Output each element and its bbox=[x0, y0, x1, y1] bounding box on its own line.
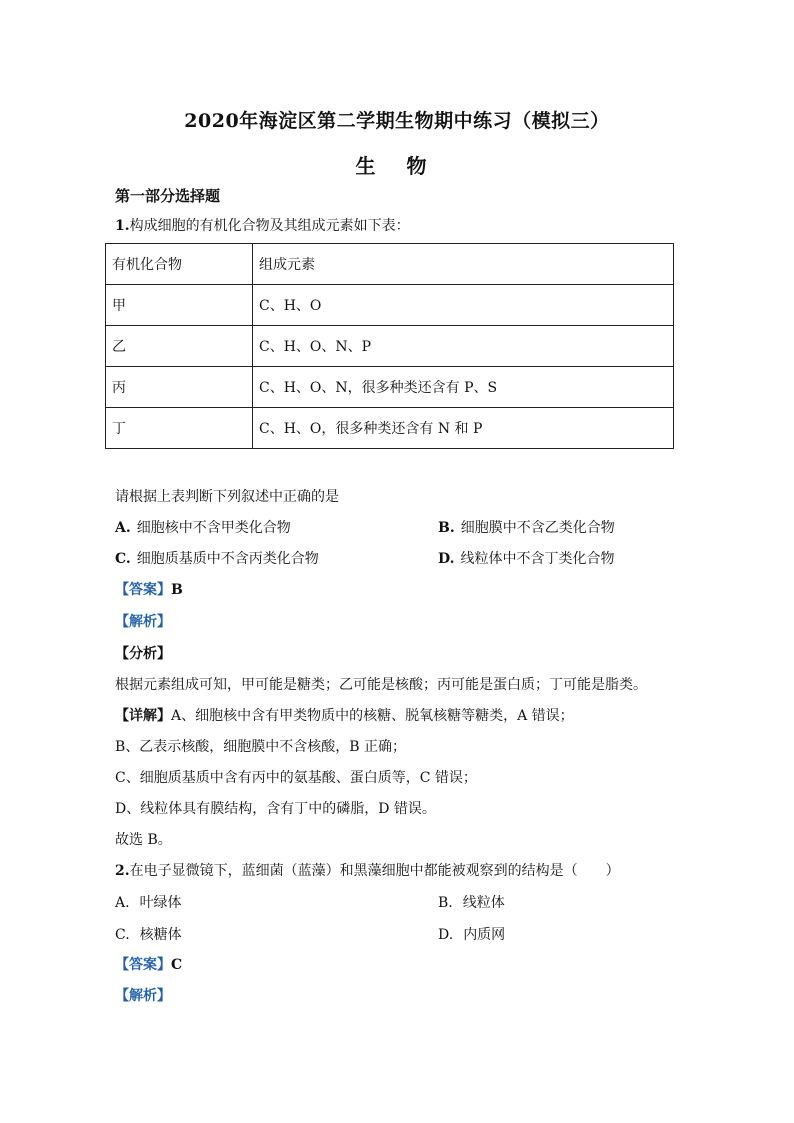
q1-stem-text: 构成细胞的有机化合物及其组成元素如下表： bbox=[129, 218, 410, 234]
q2-option-c bbox=[115, 925, 182, 945]
option-label: C. bbox=[115, 927, 130, 943]
table-cell: C、H、O、N、P bbox=[253, 326, 674, 367]
answer-tag: 【答案】 bbox=[115, 582, 171, 598]
section-heading: 第一部分选择题 bbox=[115, 187, 221, 205]
q2-stem-text: 在电子显微镜下，蓝细菌（蓝藻）和黑藻细胞中都能被观察到的结构是（ ） bbox=[129, 863, 620, 879]
q1-fenxi-text: 根据元素组成可知，甲可能是糖类；乙可能是核酸；丙可能是蛋白质；丁可能是脂类。 bbox=[115, 677, 647, 693]
q1-prompt: 请根据上表判断下列叙述中正确的是 bbox=[115, 489, 339, 505]
table-header-cell: 有机化合物 bbox=[106, 244, 253, 285]
q1-detail-line: C、细胞质基质中含有丙中的氨基酸、蛋白质等，C 错误； bbox=[115, 770, 477, 786]
detail-text: A、细胞核中含有甲类物质中的核糖、脱氧核糖等糖类，A 错误； bbox=[171, 708, 574, 724]
q2-option-b bbox=[438, 893, 505, 913]
table-cell: 乙 bbox=[106, 326, 253, 367]
option-text: 内质网 bbox=[463, 927, 506, 943]
option-label: C. bbox=[115, 551, 131, 567]
q2-answer bbox=[115, 955, 182, 975]
table-row bbox=[106, 408, 674, 449]
table-cell: C、H、O、N，很多种类还含有 P、S bbox=[253, 367, 674, 408]
option-label: A. bbox=[115, 520, 131, 536]
table-cell: C、H、O，很多种类还含有 N 和 P bbox=[253, 408, 674, 449]
fenxi-tag: 【分析】 bbox=[115, 646, 171, 662]
detail-tag: 【详解】 bbox=[115, 708, 171, 724]
option-label: B. bbox=[438, 895, 453, 911]
option-text: 细胞质基质中不含丙类化合物 bbox=[136, 551, 319, 567]
q1-number: 1. bbox=[115, 218, 130, 234]
q1-analysis-tag bbox=[115, 612, 171, 632]
q1-answer bbox=[115, 580, 183, 600]
table-header-cell: 组成元素 bbox=[253, 244, 674, 285]
option-label: D. bbox=[438, 927, 454, 943]
q1-detail-line: B、乙表示核酸，细胞膜中不含核酸，B 正确； bbox=[115, 739, 407, 755]
table-cell: 甲 bbox=[106, 285, 253, 326]
answer-value: C bbox=[171, 957, 183, 973]
q2-number: 2. bbox=[115, 863, 130, 879]
option-label: D. bbox=[438, 551, 455, 567]
q2-stem bbox=[115, 861, 620, 881]
option-text: 线粒体中不含丁类化合物 bbox=[460, 551, 615, 567]
table-cell: 丁 bbox=[106, 408, 253, 449]
table-header-row bbox=[106, 244, 674, 285]
option-text: 核糖体 bbox=[139, 927, 182, 943]
subject-heading: 生 物 bbox=[355, 154, 439, 178]
option-label: A. bbox=[115, 895, 130, 911]
table-cell: 丙 bbox=[106, 367, 253, 408]
q1-conclusion: 故选 B。 bbox=[115, 832, 172, 848]
page-title: 2020年海淀区第二学期生物期中练习（模拟三） bbox=[184, 110, 610, 132]
q1-detail-line bbox=[115, 706, 574, 726]
option-text: 叶绿体 bbox=[139, 895, 182, 911]
table-row bbox=[106, 326, 674, 367]
q1-option-b bbox=[438, 518, 615, 538]
q1-detail-line: D、线粒体具有膜结构，含有丁中的磷脂，D 错误。 bbox=[115, 801, 436, 817]
analysis-tag: 【解析】 bbox=[115, 988, 171, 1004]
table-cell: C、H、O bbox=[253, 285, 674, 326]
table-row bbox=[106, 285, 674, 326]
option-label: B. bbox=[438, 520, 455, 536]
q1-option-a bbox=[115, 518, 291, 538]
option-text: 细胞核中不含甲类化合物 bbox=[136, 520, 291, 536]
q1-option-d bbox=[438, 549, 615, 569]
analysis-tag: 【解析】 bbox=[115, 614, 171, 630]
q1-stem bbox=[115, 216, 410, 236]
q1-table bbox=[105, 243, 674, 449]
answer-value: B bbox=[171, 582, 183, 598]
answer-tag: 【答案】 bbox=[115, 957, 171, 973]
option-text: 线粒体 bbox=[462, 895, 505, 911]
q1-option-c bbox=[115, 549, 319, 569]
option-text: 细胞膜中不含乙类化合物 bbox=[460, 520, 615, 536]
q2-option-d bbox=[438, 925, 505, 945]
table-row bbox=[106, 367, 674, 408]
q2-option-a bbox=[115, 893, 182, 913]
q1-fenxi-tag bbox=[115, 644, 171, 664]
q2-analysis-tag bbox=[115, 986, 171, 1006]
